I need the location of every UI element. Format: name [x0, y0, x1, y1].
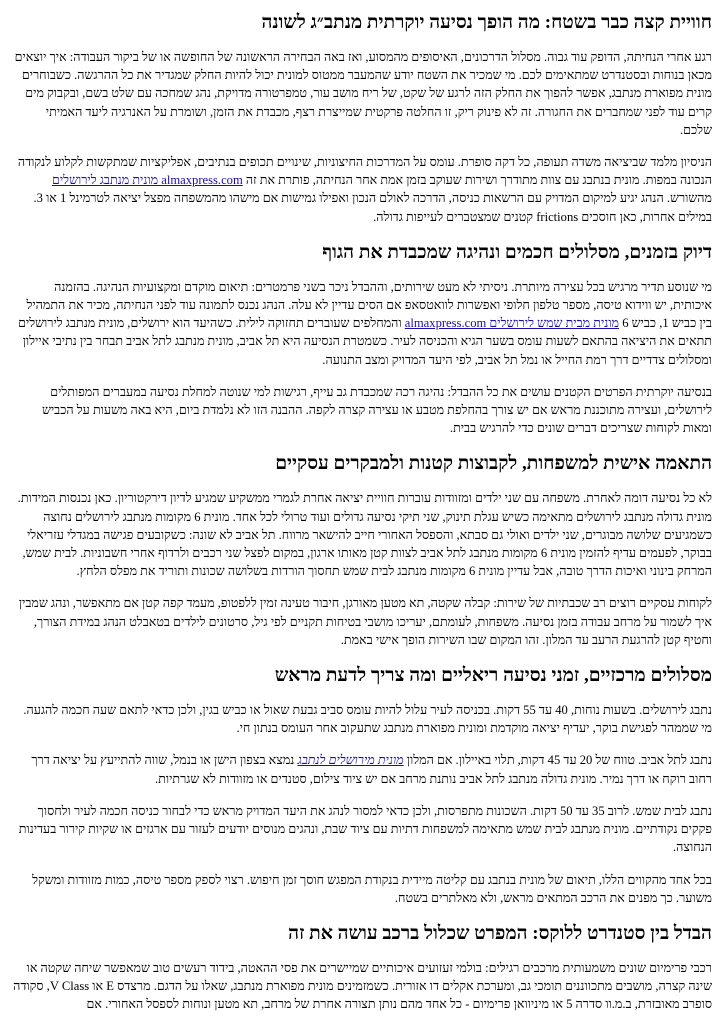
paragraph-text: הניסיון מלמד שביציאה משדה תעופה, כל דקה סופרת. עומס על המדרכות החיצוניות, שינויים תכופים בנתיבים, אפליקציות שמתקשות לקלוע לנקודה הנכונה במפות. מונית בנתבג עם צוות מתודרך ושירות שעוקב בזמן אמת אחר הנחיתה, פותרת את זה: [17, 155, 712, 188]
paragraph-text: נתבג לתל אביב. טווח של 20 עד 45 דקות, תלוי באיילון. אם המלון: [403, 753, 712, 768]
section-heading: דיוק בזמנים, מסלולים חכמים ונהיגה שמכבדת את הגוף: [322, 241, 712, 263]
paragraph-text: נמצא בצפון הישן או בנמל, שווה להתייעץ על יציאה דרך רחוב רוקח או דרך נמיר. מונית גדולה מנתבג לתל אביב נותנת מרחב אם יש ציוד צילום, סטנדים או מזוודות לא שגרתיות.: [31, 753, 712, 786]
paragraph-text: מי שנוסע תדיר מרגיש בכל עצירה מיותרת. ניסיתי לא מעט שירותים, וההבדל ניכר בשני פרמטרים: תיאום מוקדם ומקצועיות הנהיגה. בהזמנה איכותית, יש ווידוא טיסה, מספר טלפון חלופי ואפשרות לוואטסאפ אם הסים עדיין לא עלה. הנהג נכנס לתמונה עוד לפני הנחיתה, מכיר את התמהיל בין כביש 1, כביש 6: [26, 279, 712, 331]
paragraph: לא כל נסיעה דומה לאחרת. משפחה עם שני ילדים ומזוודות עוברות חוויית יציאה אחרת לגמרי ממשקיע שמגיע לדיון דירקטוריון. כאן נכנסות המידות. מונית גדולה מנתבג לירושלים מתאימה כשיש עגלת תינוק, שני תיקי נסיעה גדולים ועוד טרולי לכל אחד. מונית 6 מקומות מנתבג לירושלים נחוצה כשמגיעים שלושה מבוגרים, שני ילדים ואולי גם סבתא, והספסל האחורי חייב להישאר מרווח. תל אביב לא שונה: כשקובעים פגישה במגדלי עזריאלי בבוקר, לפעמים עדיף להזמין מונית 6 מקומות מנתבג לתל אביב לצוות קטן מאותו ארגון, במקום לפצל שני רכבים ולרדוף אחרי חשבוניות. לבית שמש, המרחק בינוני ואיכות הדרך טובה, אבל עדיין מונית 6 מקומות מנתבג לבית שמש תחסוך הורדות בשלושה שכונות ותוריד את מפלס הלחץ.: [17, 491, 712, 579]
paragraph: לקוחות עסקיים רוצים רב שכבתיות של שירות: קבלה שקטה, תא מטען מאורגן, חיבור טעינה זמין ללפטופ, מעמד קפה קטן אם מתאפשר, ונהג שמבין איך לשמור על מרחב עבודה בזמן נסיעה. משפחות, לעומתם, יעריכו מושבי בטיחות תקניים לפי גיל, סרטונים לילדים בטאבלט הנהג במידת הצורך, וחטיף קטן להרגעת הרעב עד המלון. זהו המקום שבו השירות הופך אישי באמת.: [18, 596, 712, 647]
paragraph-text: מהשורש. הנהג יגיע למיקום המדויק עם הרשאות כניסה, הדרכה לאולם הנכון ואפילו גמישות אם מישהו מהמשפחה מפצל יציאה לטרמינל 1 או 3. במילים אחרות, כאן חוסכים frictions קטנים שמצטברים לעייפות גדולה.: [33, 191, 712, 224]
paragraph: [12, 153, 712, 226]
paragraph: נתבג לבית שמש. לרוב 35 עד 50 דקות. השכונות מתפרסות, ולכן כדאי למסור לנהג את היעד המדויק מראש כדי לבחור כניסה חכמה לעיר ולחסוך פקקים נקודתיים. מונית מנתבג לבית שמש מתאימה למשפחות דתיות עם ציוד שבת, ונהגים מנוסים יודעים לעזור עם ארגזים או שקיות קירור בעדינות הנחוצה.: [18, 803, 712, 855]
paragraph: [12, 751, 712, 787]
link-taxi-jerusalem-ben-gurion[interactable]: מונית מירושלים לנתבג: [297, 753, 404, 768]
link-taxi-ben-gurion-jerusalem[interactable]: almaxpress.com מונית מנתבג לירושלים: [52, 173, 243, 188]
paragraph: בכל אחד מהקווים הללו, תיאום של מונית בנתבג עם קליטה מיידית בנקודת המפגש חוסך זמן חיפוש. רצוי לספק מספר טיסה, כמות מזוודות ומשקל משוער. כך מפנים את הרכב המתאים מראש, ולא מאלתרים בשטח.: [32, 872, 712, 905]
paragraph: רכבי פרימיום שונים משמעותית מרכבים רגילים: בולמי זעזועים איכותיים שמיישרים את פסי ההאטה, בידוד רעשים טוב שמאפשר שיחה שקטה או שינה קצרה, מושבים מתכווננים תומכי גב, ומערכת אקלים דו אזורית. כשמזמינים מונית מפוארת מנתבג, שאלו על הדגם. מרצדס E או V Class, סקודה סופרב מאובזרת, ב.מ.וו סדרה 5 או מיניוואן פרימיום - כל אחד מהם נותן תצורה אחרת של מרחב, תא מטען ונוחות לספסל האחורי. אם: [13, 960, 712, 1012]
paragraph: נתבג לירושלים. בשעות נוחות, 40 עד 55 דקות. בכניסה לעיר עלול להיות עומס סביב גבעת שאול או כביש בגין, ולכן כדאי לתאם שעה חכמה להגעה. מי שממהר לפגישת בוקר, יעדיף יציאה מוקדמת ומונית מפוארת מנתבג שתעקוב אחר העומס בנתון חי.: [23, 703, 712, 736]
paragraph: רגע אחרי הנחיתה, הדופק עוד גבוה. מסלול הדרכונים, האיסופים מהמסוע, ואז באה הבחירה הראשונה של החופשה או של ביקור העבודה: איך יוצאים מכאן בנוחות ובסטנדרט שמתאימים לכם. מי שמכיר את השטח יודע שהמעבר ממטוס למונית יכול להיות החלק שמגדיר את כל ההרגשה. כשבוחרים מונית מפוארת מנתבג, אפשר להפוך את החלק הזה לרגע של שקט, של ריח מושב עור, טמפרטורה מדויקת, נהג שמחכה עם שלט בשם, ובקבוק מים קרים עוד לפני שמחברים את החגורה. זה לא פינוק ריק, זו החלטה פרקטית שמייצרת רצף, מכבדת את הזמן, ושומרת על האנרגיה ליעד האמיתי שלכם.: [14, 50, 712, 137]
section-heading: מסלולים מרכזיים, זמני נסיעה ריאליים ומה צריך לדעת מראש: [274, 665, 712, 687]
paragraph-text: והמחלפים שעוברים תחזוקה לילית. כשהיעד הוא ירושלים, מונית מנתבג לירושלים תתאים את היציאה בהתאם לשעות עומס בשער הגיא והכניסה לעיר. כשמטרת הנסיעה היא תל אביב, מונית מנתבג לתל אביב תבחר בין נתיבי איילון ומסלולים צדדיים דרך רמת החייל או נמל תל אביב, לפי היעד המדויק ומצב התנועה.: [18, 316, 712, 367]
article-title: חוויית קצה כבר בשטח: מה הופך נסיעה יוקרתית מנתב״ג לשונה: [261, 12, 712, 33]
section-heading: הבדל בין סטנדרט ללוקס: המפרט שכלול ברכב עושה את זה: [288, 922, 712, 944]
paragraph: [12, 278, 712, 369]
link-taxi-beit-shemesh-jerusalem[interactable]: מונית מבית שמש לירושלים almaxpress.com: [404, 316, 620, 331]
paragraph: בנסיעה יוקרתית הפרטים הקטנים עושים את כל ההבדל: נהיגה רכה שמכבדת גב עייף, רגישות למי שנוטה למחלת נסיעה במעברים המפותלים לירושלים, ועצירה מתוכננת מראש אם יש צורך בהחלפת מטבע או עצירה קצרה לקפה. ההבנה הזו לא נלמדת ביום, היא באה משעות על הכביש ומאות לקוחות שצריכים דברים שונים כדי להרגיש בבית.: [41, 384, 712, 436]
section-heading: התאמה אישית למשפחות, לקבוצות קטנות ולמבקרים עסקיים: [275, 453, 712, 475]
